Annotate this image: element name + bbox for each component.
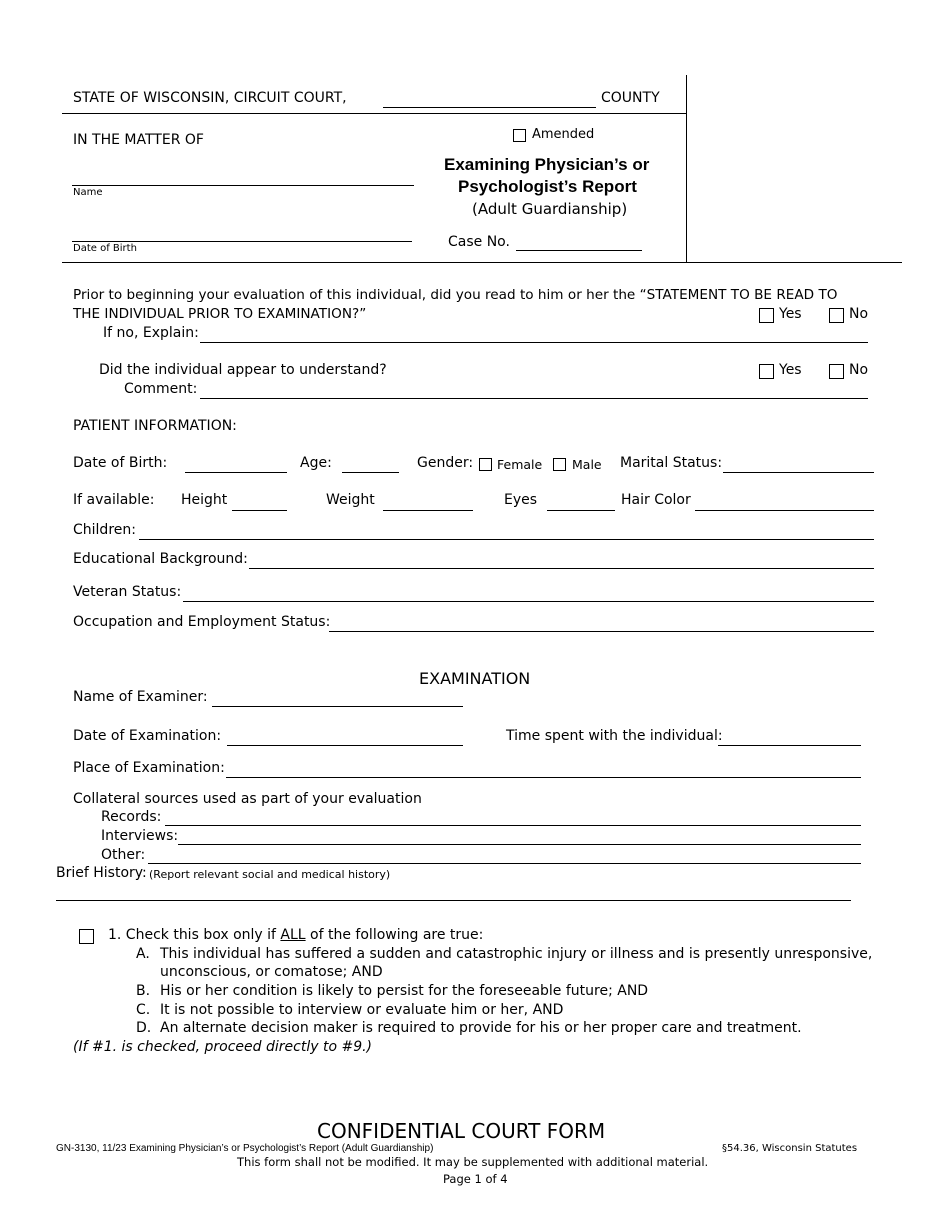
if-available-label: If available:	[73, 492, 155, 508]
veteran-field[interactable]	[183, 585, 874, 602]
form-subtitle: (Adult Guardianship)	[472, 200, 628, 218]
records-field[interactable]	[165, 809, 861, 826]
education-field[interactable]	[249, 552, 874, 569]
header-divider-vertical	[686, 75, 687, 262]
understand-no-label: No	[849, 362, 869, 378]
item1-d-letter: D.	[136, 1020, 152, 1036]
understand-yes-label: Yes	[779, 362, 802, 378]
occupation-field[interactable]	[329, 615, 874, 632]
county-field[interactable]	[383, 91, 596, 108]
male-checkbox[interactable]	[553, 458, 566, 471]
interviews-label: Interviews:	[101, 828, 179, 844]
statement-yes-checkbox[interactable]	[759, 308, 774, 323]
veteran-label: Veteran Status:	[73, 584, 182, 600]
brief-history-note: (Report relevant social and medical history)	[149, 868, 391, 881]
other-field[interactable]	[148, 847, 861, 864]
brief-history-label: Brief History:	[56, 865, 147, 881]
statement-no-label: No	[849, 306, 869, 322]
examination-heading: EXAMINATION	[419, 669, 531, 688]
other-label: Other:	[101, 847, 146, 863]
page-number: Page 1 of 4	[443, 1172, 508, 1186]
statute-reference: §54.36, Wisconsin Statutes	[722, 1143, 858, 1154]
records-label: Records:	[101, 809, 162, 825]
statement-yes-label: Yes	[779, 306, 802, 322]
understand-question: Did the individual appear to understand?	[99, 362, 387, 378]
statement-question-line1: Prior to beginning your evaluation of this individual, did you read to him or her the “STATEMENT TO BE READ TO	[73, 287, 838, 303]
children-field[interactable]	[139, 523, 874, 540]
gender-label: Gender:	[417, 455, 474, 471]
name-field[interactable]	[72, 169, 414, 186]
statement-question-line2: THE INDIVIDUAL PRIOR TO EXAMINATION?”	[73, 306, 367, 322]
time-spent-field[interactable]	[718, 729, 861, 746]
item1-a-letter: A.	[136, 946, 150, 962]
hair-color-field[interactable]	[695, 494, 874, 511]
collateral-label: Collateral sources used as part of your evaluation	[73, 791, 422, 807]
form-id: GN-3130, 11/23 Examining Physician’s or Psychologist’s Report (Adult Guardianship)	[56, 1143, 434, 1154]
header-divider-bottom	[62, 262, 902, 263]
item1-lead-suffix: of the following are true:	[305, 927, 484, 943]
examiner-field[interactable]	[212, 690, 463, 707]
marital-field[interactable]	[723, 456, 874, 473]
confidential-footer: CONFIDENTIAL COURT FORM	[317, 1119, 606, 1143]
modification-notice: This form shall not be modified. It may be supplemented with additional material.	[237, 1155, 709, 1169]
item1-b-letter: B.	[136, 983, 151, 999]
marital-label: Marital Status:	[620, 455, 723, 471]
examiner-label: Name of Examiner:	[73, 689, 208, 705]
education-label: Educational Background:	[73, 551, 248, 567]
exam-date-field[interactable]	[227, 729, 463, 746]
understand-no-checkbox[interactable]	[829, 364, 844, 379]
statement-no-checkbox[interactable]	[829, 308, 844, 323]
form-title-line2: Psychologist’s Report	[458, 177, 637, 196]
height-label: Height	[181, 492, 228, 508]
explain-field[interactable]	[200, 326, 868, 343]
time-spent-label: Time spent with the individual:	[506, 728, 723, 744]
item1-note: (If #1. is checked, proceed directly to #9.)	[73, 1039, 373, 1055]
case-no-label: Case No.	[448, 234, 510, 250]
interviews-field[interactable]	[178, 828, 861, 845]
dob-header-label: Date of Birth	[73, 243, 137, 254]
eyes-label: Eyes	[504, 492, 538, 508]
understand-yes-checkbox[interactable]	[759, 364, 774, 379]
form-title-line1: Examining Physician’s or	[444, 155, 650, 174]
height-field[interactable]	[232, 494, 287, 511]
amended-checkbox[interactable]	[513, 129, 526, 142]
comment-field[interactable]	[200, 382, 868, 399]
female-label: Female	[497, 457, 543, 472]
item1-lead	[108, 927, 483, 943]
brief-history-field[interactable]	[56, 884, 851, 901]
occupation-label: Occupation and Employment Status:	[73, 614, 331, 630]
matter-label: IN THE MATTER OF	[73, 132, 204, 148]
item1-d-text: An alternate decision maker is required to provide for his or her proper care and treatment.	[160, 1020, 802, 1036]
item1-a-line1: This individual has suffered a sudden and catastrophic injury or illness and is presently unresponsive,	[160, 946, 873, 962]
header-divider-top	[62, 113, 686, 114]
female-checkbox[interactable]	[479, 458, 492, 471]
name-label: Name	[73, 187, 103, 198]
patient-heading: PATIENT INFORMATION:	[73, 418, 237, 434]
place-label: Place of Examination:	[73, 760, 225, 776]
county-label: COUNTY	[601, 90, 660, 106]
patient-dob-field[interactable]	[185, 456, 287, 473]
comment-label: Comment:	[124, 381, 198, 397]
male-label: Male	[572, 457, 602, 472]
court-label: STATE OF WISCONSIN, CIRCUIT COURT,	[73, 90, 347, 106]
item1-c-letter: C.	[136, 1002, 151, 1018]
item1-checkbox[interactable]	[79, 929, 94, 944]
weight-field[interactable]	[383, 494, 473, 511]
item1-lead-prefix: 1. Check this box only if	[108, 927, 281, 943]
age-label: Age:	[300, 455, 332, 471]
children-label: Children:	[73, 522, 136, 538]
eyes-field[interactable]	[547, 494, 615, 511]
hair-color-label: Hair Color	[621, 492, 691, 508]
case-no-field[interactable]	[516, 234, 642, 251]
explain-label: If no, Explain:	[103, 325, 199, 341]
place-field[interactable]	[226, 761, 861, 778]
amended-label: Amended	[532, 127, 595, 142]
item1-c-text: It is not possible to interview or evaluate him or her, AND	[160, 1002, 564, 1018]
patient-dob-label: Date of Birth:	[73, 455, 168, 471]
weight-label: Weight	[326, 492, 375, 508]
item1-a-line2: unconscious, or comatose; AND	[160, 964, 383, 980]
item1-lead-all: ALL	[280, 927, 306, 943]
age-field[interactable]	[342, 456, 399, 473]
dob-header-field[interactable]	[72, 225, 412, 242]
exam-date-label: Date of Examination:	[73, 728, 222, 744]
item1-b-text: His or her condition is likely to persist for the foreseeable future; AND	[160, 983, 649, 999]
